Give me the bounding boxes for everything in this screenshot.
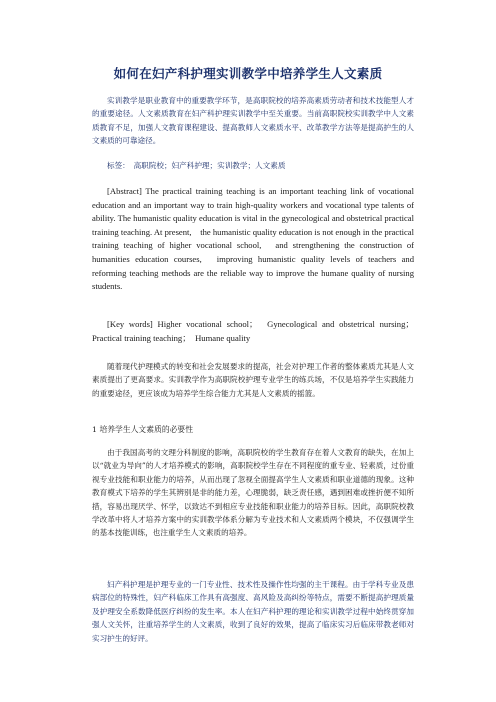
keywords-cn-text: 标签： 高职院校；妇产科护理；实训教学；人文素质 — [107, 161, 286, 170]
paragraph-1-text: 由于我国高考的文理分科制度的影响，高职院校的学生教育存在着人文教育的缺失，在加上以“就业为导向”的人才培养模式的影响，高职院校学生存在不同程度的重专业、轻素质，过份重视专业技能和职业能力的培养，从而出现了忽视全面提高学生人文素质和职业道德的现象。这种教育模式下培养的学生其辨别是非的能力差，心理脆弱，缺乏责任感，遇到困难或挫折便不知所措，容易出现厌学、怀学，以致达不到相应专业技能和职业能力的培养目标。因此，高职院校教学改革中将人才培养方案中的实训教学体系分解为专业技术和人文素质两个模块，不仅强调学生的基本技能训练，也注重学生人文素质的培养。 — [92, 448, 414, 538]
paragraph-2 — [92, 578, 414, 645]
abstract-cn-text: 实训教学是职业教育中的重要教学环节，是高职院校的培养高素质劳动者和技术技能型人才的重要途径。人文素质教育在妇产科护理实训教学中至关重要。当前高职院校实训教学中人文素质教育不足，加强人文教育课程建设、提高教师人文素质水平、改革教学方法等是提高护生的人文素质的可靠途径。 — [92, 96, 414, 146]
keywords-en-text: [Key words] Higher vocational school； Gynecological and obstetrical nursing；Practical training teaching； Humane quality — [92, 319, 414, 343]
abstract-cn — [92, 94, 414, 148]
paragraph-1 — [92, 446, 414, 540]
article-title: 如何在妇产科护理实训教学中培养学生人文素质 — [113, 66, 383, 81]
section-heading: 1 培养学生人文素质的必要性 — [92, 425, 194, 434]
intro-paragraph — [92, 360, 414, 400]
paragraph-2-text: 妇产科护理是护理专业的一门专业性、技术性及操作性均强的主干课程。由于学科专业及患病部位的特殊性，妇产科临床工作具有高强度、高风险及高纠纷等特点，需要不断提高护理质量及护理安全系数降低医疗纠纷的发生率。本人在妇产科护理的理论和实训教学过程中始终贯穿加强人文关怀，注重培养学生的人文素质，收到了良好的效果，提高了临床实习后临床带教老师对实习护生的好评。 — [92, 580, 414, 643]
abstract-en-text: [Abstract] The practical training teaching is an important teaching link of vocational education and an important way to train high-quality workers and vocational type talents of ability. The humanistic quality education is vital in the gynecological and obstetrical practical training teaching. At present, the humanistic quality education is not enough in the practical training teaching of higher vocational school, and strengthening the construction of humanities education courses, improving humanistic quality levels of teachers and reforming teaching methods are the reliable way to improve the humane quality of nursing students. — [92, 186, 414, 292]
keywords-cn — [92, 159, 414, 172]
keywords-en — [92, 318, 414, 345]
abstract-en — [92, 185, 414, 294]
intro-text: 随着现代护理模式的转变和社会发展要求的提高，社会对护理工作者的整体素质尤其是人文素质提出了更高要求。实训教学作为高职院校护理专业学生的练兵场，不仅是培养学生实践能力的重要途径，更应该成为培养学生综合能力尤其是人文素质的摇篮。 — [92, 362, 414, 398]
